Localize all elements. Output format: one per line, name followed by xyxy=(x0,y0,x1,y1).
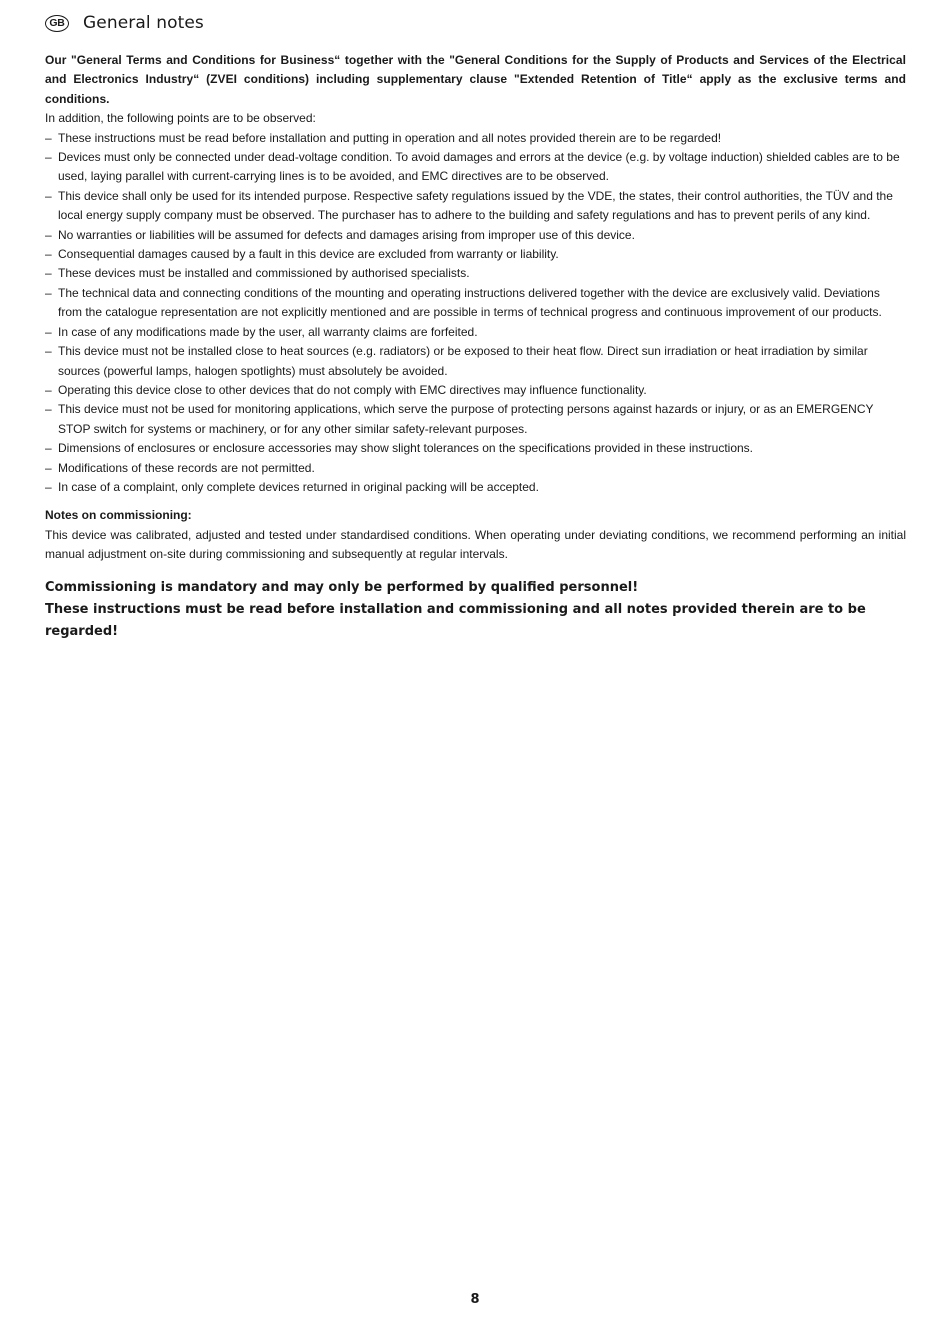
gb-badge-label: GB xyxy=(49,16,65,29)
list-item xyxy=(45,323,906,342)
dash-bullet: – xyxy=(45,441,52,456)
list-item-text: No warranties or liabilities will be assumed for defects and damages arising from improper use of this device. xyxy=(58,227,635,242)
list-item-text: These devices must be installed and commissioned by authorised specialists. xyxy=(58,266,470,281)
list-item-text: This device must not be installed close to heat sources (e.g. radiators) or be exposed to their heat flow. Direct sun irradiation or heat irradiation by similar sources (powerful lamps, halogen spotlights) must absolutely be avoided. xyxy=(58,344,868,378)
list-item-text: Modifications of these records are not permitted. xyxy=(58,460,315,475)
dash-bullet: – xyxy=(45,460,52,475)
list-item-text: This device must not be used for monitoring applications, which serve the purpose of protecting persons against hazards or injury, or as an EMERGENCY STOP switch for systems or machinery, or for any other similar safety-relevant purposes. xyxy=(58,402,874,436)
dash-bullet: – xyxy=(45,227,52,242)
list-item-text: These instructions must be read before installation and putting in operation and all notes provided therein are to be regarded! xyxy=(58,130,722,145)
list-item xyxy=(45,459,906,478)
list-item xyxy=(45,478,906,497)
terms-conditions-paragraph: Our "General Terms and Conditions for Business“ together with the "General Conditions for the Supply of Products and Services of the Electrical and Electronics Industry“ (ZVEI conditions) including supplementary clause "Extended Retention of Title“ apply as the exclusive terms and conditions. xyxy=(45,53,906,106)
dash-bullet: – xyxy=(45,130,52,145)
list-item xyxy=(45,439,906,458)
page-title: General notes xyxy=(83,13,204,33)
list-item-text: In case of a complaint, only complete devices returned in original packing will be accepted. xyxy=(58,479,539,494)
commissioning-body: This device was calibrated, adjusted and tested under standardised conditions. When operating under deviating conditions, we recommend performing an initial manual adjustment on-site during commissioning and subsequently at regular intervals. xyxy=(45,527,906,562)
commissioning-heading: Notes on commissioning: xyxy=(45,508,192,523)
list-item xyxy=(45,342,906,381)
closing-warning xyxy=(45,577,906,643)
list-item xyxy=(45,264,906,283)
dash-bullet: – xyxy=(45,324,52,339)
list-item xyxy=(45,148,906,187)
dash-bullet: – xyxy=(45,247,52,262)
dash-bullet: – xyxy=(45,402,52,417)
intro-lead: In addition, the following points are to be observed: xyxy=(45,111,316,126)
list-item xyxy=(45,129,906,148)
dash-bullet: – xyxy=(45,266,52,281)
dash-bullet: – xyxy=(45,382,52,397)
section-header xyxy=(45,10,204,36)
notes-list xyxy=(45,129,906,498)
dash-bullet: – xyxy=(45,150,52,165)
list-item xyxy=(45,400,906,439)
list-item xyxy=(45,381,906,400)
notes-content xyxy=(45,51,906,643)
dash-bullet: – xyxy=(45,344,52,359)
list-item xyxy=(45,187,906,226)
list-item-text: Operating this device close to other devices that do not comply with EMC directives may influence functionality. xyxy=(58,382,647,397)
list-item xyxy=(45,245,906,264)
dash-bullet: – xyxy=(45,285,52,300)
dash-bullet: – xyxy=(45,188,52,203)
gb-language-badge xyxy=(45,15,69,32)
list-item-text: Devices must only be connected under dead-voltage condition. To avoid damages and errors at the device (e.g. by voltage induction) shielded cables are to be used, laying parallel with current-carrying lines is to be avoided, and EMC directives are to be observed. xyxy=(58,150,900,184)
page-number: 8 xyxy=(470,1292,480,1307)
list-item-text: The technical data and connecting conditions of the mounting and operating instructions delivered together with the device are exclusively valid. Deviations from the catalogue representation are not explicitly mentioned and are possible in terms of technical progress and continuous improvement of our products. xyxy=(58,285,882,320)
list-item-text: In case of any modifications made by the user, all warranty claims are forfeited. xyxy=(58,324,478,339)
list-item-text: Dimensions of enclosures or enclosure accessories may show slight tolerances on the specifications provided in these instructions. xyxy=(58,441,754,456)
list-item xyxy=(45,226,906,245)
closing-line-2: These instructions must be read before installation and commissioning and all notes provided therein are to be regarded! xyxy=(45,601,866,639)
list-item-text: This device shall only be used for its intended purpose. Respective safety regulations issued by the VDE, the states, their control authorities, the TÜV and the local energy supply company must be observed. The purchaser has to adhere to the building and safety regulations and has to prevent perils of any kind. xyxy=(58,188,893,223)
list-item xyxy=(45,284,906,323)
list-item-text: Consequential damages caused by a fault in this device are excluded from warranty or liability. xyxy=(58,247,559,262)
dash-bullet: – xyxy=(45,479,52,494)
closing-line-1: Commissioning is mandatory and may only be performed by qualified personnel! xyxy=(45,579,639,595)
